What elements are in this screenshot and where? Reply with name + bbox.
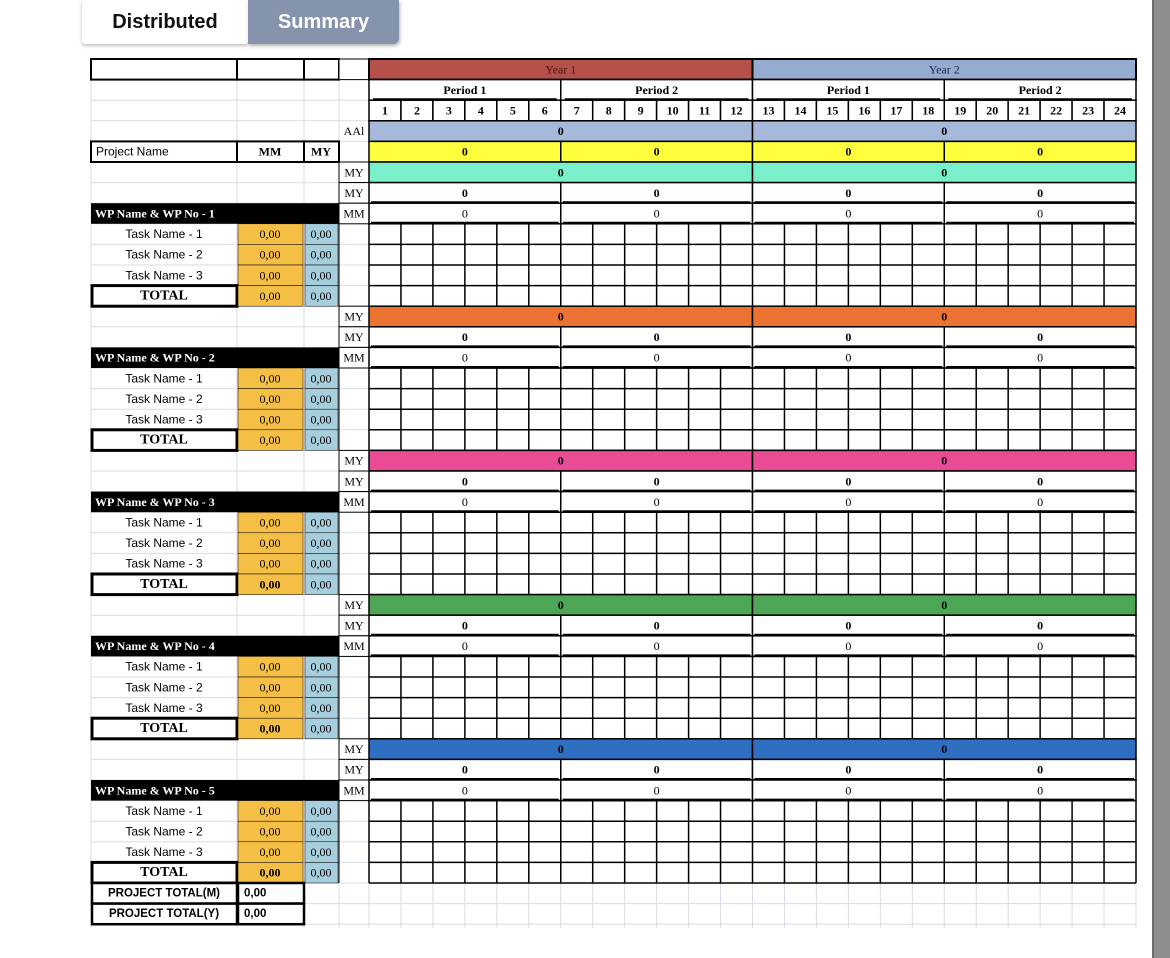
aal-value: 0: [941, 124, 948, 139]
wp-period-value: 0: [653, 185, 660, 200]
task-my-value: 0,00: [310, 247, 332, 262]
wp-mm-value: 0: [653, 350, 660, 365]
month-number: 14: [794, 103, 807, 118]
task-my-value: 0,00: [310, 824, 332, 839]
wp-period-value: 0: [1037, 474, 1044, 489]
month-number: 2: [413, 103, 420, 118]
wp-mm-value: 0: [461, 639, 468, 654]
wp-mm-value: 0: [1037, 350, 1044, 365]
task-name: Task Name - 1: [125, 371, 203, 386]
year-label: Year 1: [545, 62, 577, 77]
project-total-label: PROJECT TOTAL(M): [107, 887, 221, 900]
total-label: TOTAL: [140, 865, 188, 881]
wp-period-value: 0: [845, 762, 852, 777]
wp-year-value: 0: [941, 165, 948, 180]
my-label: MY: [344, 762, 364, 777]
project-period-value: 0: [1037, 144, 1044, 159]
wp-year-value: 0: [941, 742, 948, 757]
wp-period-value: 0: [845, 474, 852, 489]
aal-value: 0: [557, 124, 564, 139]
total-label: TOTAL: [140, 576, 188, 592]
wp-mm-value: 0: [461, 206, 468, 221]
task-mm-value: 0,00: [259, 824, 281, 839]
total-my-value: 0,00: [310, 577, 332, 592]
project-name: Project Name: [96, 144, 169, 159]
task-my-value: 0,00: [310, 845, 332, 860]
total-my-value: 0,00: [310, 288, 332, 303]
header-blank-cell: [304, 59, 339, 80]
month-number: 24: [1114, 103, 1127, 118]
month-number: 9: [637, 103, 644, 118]
task-mm-value: 0,00: [259, 268, 281, 283]
wp-year-value: 0: [941, 453, 948, 468]
my-label: MY: [344, 474, 364, 489]
wp-mm-value: 0: [1037, 783, 1044, 798]
month-number: 8: [605, 103, 612, 118]
project-total-value: 0,00: [244, 907, 267, 920]
wp-period-value: 0: [1037, 185, 1044, 200]
total-mm-value: 0,00: [259, 433, 281, 448]
wp-name: WP Name & WP No - 1: [95, 206, 215, 221]
aal-label: AAl: [343, 124, 365, 139]
project-total-value: 0,00: [244, 887, 267, 900]
my-label: MY: [344, 618, 364, 633]
month-number: 19: [954, 103, 967, 118]
wp-year-value: 0: [941, 309, 948, 324]
project-period-value: 0: [461, 144, 468, 159]
scrollbar-edge: [1152, 0, 1154, 958]
period-label: Period 2: [635, 82, 679, 97]
wp-period-value: 0: [1037, 330, 1044, 345]
wp-period-value: 0: [461, 330, 468, 345]
task-my-value: 0,00: [310, 268, 332, 283]
task-my-value: 0,00: [310, 227, 332, 242]
task-name: Task Name - 3: [125, 268, 203, 283]
month-number: 5: [509, 103, 516, 118]
month-number: 3: [445, 103, 452, 118]
task-name: Task Name - 3: [125, 556, 203, 571]
wp-name: WP Name & WP No - 4: [95, 639, 215, 654]
mm-label: MM: [343, 783, 365, 798]
mm-label: MM: [343, 639, 365, 654]
task-name: Task Name - 1: [125, 227, 203, 242]
task-mm-value: 0,00: [259, 845, 281, 860]
total-mm-value: 0,00: [259, 721, 281, 736]
wp-name: WP Name & WP No - 5: [95, 783, 215, 798]
tab-distributed[interactable]: Distributed: [82, 0, 248, 44]
task-name: Task Name - 3: [125, 700, 203, 715]
wp-period-value: 0: [461, 474, 468, 489]
wp-year-value: 0: [557, 165, 564, 180]
wp-period-value: 0: [653, 618, 660, 633]
wp-period-value: 0: [653, 330, 660, 345]
task-name: Task Name - 2: [125, 824, 203, 839]
task-name: Task Name - 3: [125, 845, 203, 860]
task-name: Task Name - 1: [125, 515, 203, 530]
task-mm-value: 0,00: [259, 412, 281, 427]
year-label: Year 2: [928, 62, 960, 77]
task-name: Task Name - 2: [125, 536, 203, 551]
my-label: MY: [344, 309, 364, 324]
wp-mm-value: 0: [653, 206, 660, 221]
wp-period-value: 0: [461, 185, 468, 200]
task-name: Task Name - 2: [125, 391, 203, 406]
task-mm-value: 0,00: [259, 227, 281, 242]
month-number: 1: [381, 103, 388, 118]
month-number: 6: [541, 103, 548, 118]
wp-period-value: 0: [845, 185, 852, 200]
total-mm-value: 0,00: [259, 577, 281, 592]
task-name: Task Name - 1: [125, 659, 203, 674]
tab-summary[interactable]: Summary: [248, 0, 399, 44]
task-my-value: 0,00: [310, 515, 332, 530]
total-my-value: 0,00: [310, 721, 332, 736]
total-mm-value: 0,00: [259, 288, 281, 303]
total-label: TOTAL: [140, 432, 188, 448]
wp-year-value: 0: [557, 742, 564, 757]
month-number: 4: [477, 103, 484, 118]
wp-year-value: 0: [557, 309, 564, 324]
my-header: MY: [311, 144, 331, 159]
my-label: MY: [344, 330, 364, 345]
period-label: Period 1: [826, 82, 870, 97]
month-number: 10: [666, 103, 679, 118]
month-number: 16: [858, 103, 871, 118]
task-mm-value: 0,00: [259, 247, 281, 262]
task-mm-value: 0,00: [259, 536, 281, 551]
total-my-value: 0,00: [310, 433, 332, 448]
wp-mm-value: 0: [653, 783, 660, 798]
month-number: 15: [826, 103, 839, 118]
month-number: 7: [573, 103, 580, 118]
wp-mm-value: 0: [461, 350, 468, 365]
mm-label: MM: [343, 206, 365, 221]
wp-year-value: 0: [941, 597, 948, 612]
project-total-label: PROJECT TOTAL(Y): [108, 907, 220, 920]
wp-period-value: 0: [845, 618, 852, 633]
task-my-value: 0,00: [310, 536, 332, 551]
header-blank-cell: [91, 59, 237, 80]
wp-mm-value: 0: [845, 639, 852, 654]
task-name: Task Name - 3: [125, 412, 203, 427]
wp-name: WP Name & WP No - 3: [95, 494, 215, 509]
task-my-value: 0,00: [310, 391, 332, 406]
task-mm-value: 0,00: [259, 515, 281, 530]
month-number: 21: [1018, 103, 1031, 118]
month-number: 23: [1082, 103, 1095, 118]
wp-mm-value: 0: [1037, 206, 1044, 221]
wp-period-value: 0: [653, 762, 660, 777]
total-mm-value: 0,00: [259, 865, 281, 880]
wp-mm-value: 0: [461, 783, 468, 798]
task-mm-value: 0,00: [259, 700, 281, 715]
task-my-value: 0,00: [310, 659, 332, 674]
task-name: Task Name - 2: [125, 680, 203, 695]
wp-period-value: 0: [1037, 762, 1044, 777]
task-my-value: 0,00: [310, 680, 332, 695]
wp-period-value: 0: [1037, 618, 1044, 633]
month-number: 18: [922, 103, 935, 118]
mm-label: MM: [343, 494, 365, 509]
task-my-value: 0,00: [310, 412, 332, 427]
wp-mm-value: 0: [845, 783, 852, 798]
wp-mm-value: 0: [845, 206, 852, 221]
wp-name: WP Name & WP No - 2: [95, 350, 215, 365]
header-blank-cell: [237, 59, 304, 80]
task-mm-value: 0,00: [259, 371, 281, 386]
project-period-value: 0: [653, 144, 660, 159]
my-label: MY: [344, 597, 364, 612]
wp-period-value: 0: [653, 474, 660, 489]
header-blank-cell: [339, 59, 369, 80]
wp-period-value: 0: [461, 618, 468, 633]
task-my-value: 0,00: [310, 371, 332, 386]
month-number: 13: [762, 103, 775, 118]
task-my-value: 0,00: [310, 803, 332, 818]
total-label: TOTAL: [140, 288, 188, 304]
task-mm-value: 0,00: [259, 803, 281, 818]
wp-period-value: 0: [461, 762, 468, 777]
mm-header: MM: [258, 144, 282, 159]
task-my-value: 0,00: [310, 556, 332, 571]
mm-label: MM: [343, 350, 365, 365]
wp-mm-value: 0: [1037, 639, 1044, 654]
my-label: MY: [344, 453, 364, 468]
my-label: MY: [344, 165, 364, 180]
task-mm-value: 0,00: [259, 659, 281, 674]
vertical-scrollbar[interactable]: [1153, 0, 1170, 958]
month-number: 22: [1050, 103, 1063, 118]
task-name: Task Name - 1: [125, 803, 203, 818]
wp-mm-value: 0: [653, 639, 660, 654]
month-number: 17: [890, 103, 903, 118]
period-label: Period 2: [1018, 82, 1062, 97]
month-number: 12: [730, 103, 743, 118]
month-number: 20: [986, 103, 999, 118]
period-label: Period 1: [443, 82, 487, 97]
task-mm-value: 0,00: [259, 556, 281, 571]
task-name: Task Name - 2: [125, 247, 203, 262]
wp-mm-value: 0: [461, 494, 468, 509]
total-label: TOTAL: [140, 721, 188, 736]
total-my-value: 0,00: [310, 865, 332, 880]
wp-year-value: 0: [557, 597, 564, 612]
task-mm-value: 0,00: [259, 680, 281, 695]
month-number: 11: [698, 103, 711, 118]
my-label: MY: [344, 185, 364, 200]
task-mm-value: 0,00: [259, 391, 281, 406]
my-label: MY: [344, 742, 364, 757]
project-period-value: 0: [845, 144, 852, 159]
task-my-value: 0,00: [310, 700, 332, 715]
wp-mm-value: 0: [1037, 494, 1044, 509]
wp-year-value: 0: [557, 453, 564, 468]
wp-period-value: 0: [845, 330, 852, 345]
wp-mm-value: 0: [845, 350, 852, 365]
wp-mm-value: 0: [845, 494, 852, 509]
wp-mm-value: 0: [653, 494, 660, 509]
